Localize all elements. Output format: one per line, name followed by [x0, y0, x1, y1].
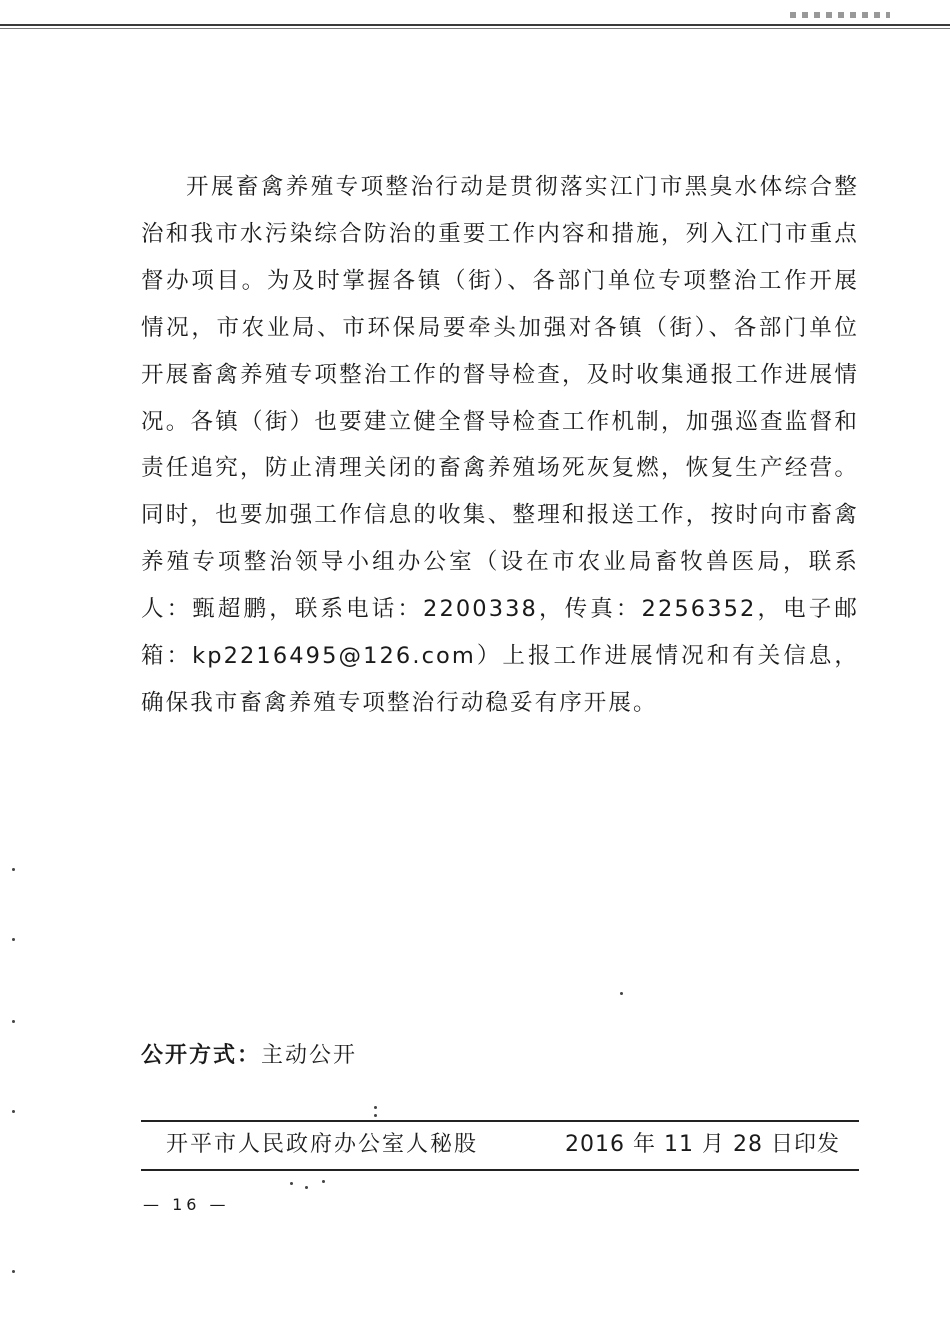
scan-speck	[620, 992, 623, 995]
disclosure-label: 公开方式：	[141, 1043, 262, 1068]
footer-rule-top	[141, 1120, 859, 1122]
scan-speck	[305, 1186, 308, 1189]
disclosure-value: 主动公开	[261, 1043, 358, 1068]
body-paragraph: 开展畜禽养殖专项整治行动是贯彻落实江门市黑臭水体综合整治和我市水污染综合防治的重要工作内容和措施，列入江门市重点督办项目。为及时掌握各镇（街）、各部门单位专项整治工作开展情况，市农业局、市环保局要牵头加强对各镇（街）、各部门单位开展畜禽养殖专项整治工作的督导检查，及时收集通报工作进展情况。各镇（街）也要建立健全督导检查工作机制，加强巡查监督和责任追究，防止清理关闭的畜禽养殖场死灰复燃，恢复生产经营。同时，也要加强工作信息的收集、整理和报送工作，按时向市畜禽养殖专项整治领导小组办公室（设在市农业局畜牧兽医局，联系人：甄超鹏，联系电话：2200338，传真：2256352，电子邮箱：kp2216495@126.com）上报工作进展情况和有关信息，确保我市畜禽养殖专项整治行动稳妥有序开展。	[141, 174, 859, 716]
scan-speck	[12, 868, 15, 871]
footer-rule-bottom	[141, 1169, 859, 1171]
header-rule	[0, 24, 950, 26]
print-date: 2016 年 11 月 28 日印发	[565, 1132, 840, 1157]
scan-speck	[12, 1020, 15, 1023]
header-rule-thin	[0, 28, 950, 29]
scan-speck	[12, 1270, 15, 1273]
disclosure-line	[141, 1038, 357, 1069]
scan-speck	[322, 1180, 325, 1183]
scan-speck	[374, 1114, 377, 1117]
scan-speck	[290, 1182, 293, 1185]
issuer-name: 开平市人民政府办公室人秘股	[166, 1132, 479, 1157]
scan-artifact-header	[790, 12, 890, 18]
page-number: — 16 —	[143, 1195, 230, 1214]
scan-speck	[12, 1110, 15, 1113]
scan-speck	[12, 938, 15, 941]
scan-speck	[374, 1106, 377, 1109]
